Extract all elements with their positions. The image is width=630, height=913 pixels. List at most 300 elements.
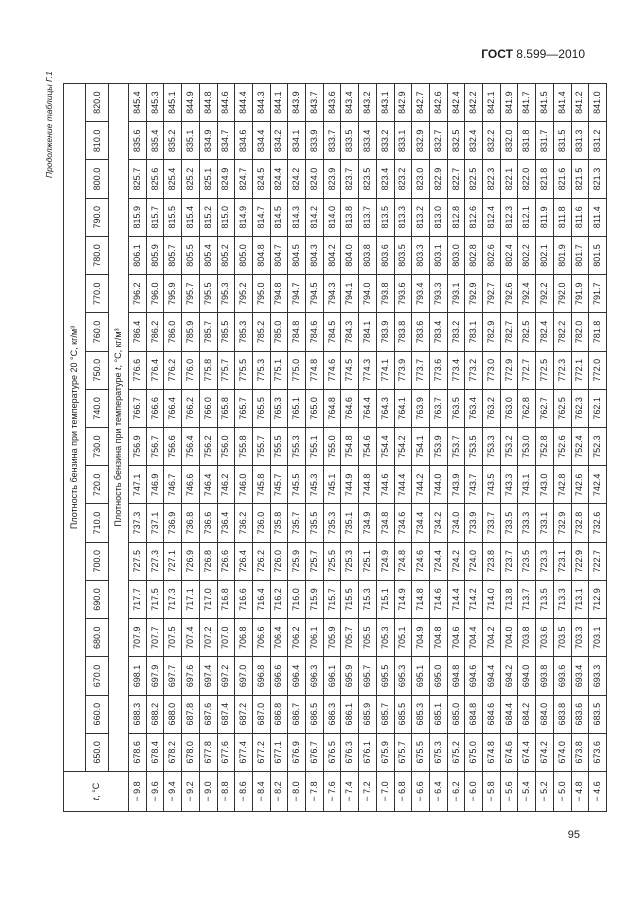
density-cell: 781.8 [589, 312, 607, 350]
density-cell: 684.8 [465, 695, 483, 733]
density-cell: 685.7 [377, 695, 395, 733]
density-cell: 753.0 [518, 427, 536, 465]
density-cell: 677.2 [253, 733, 271, 771]
density-cell: 784.1 [359, 312, 377, 350]
density-cell: 715.7 [324, 580, 342, 618]
density-cell: 831.8 [518, 121, 536, 159]
density-cell: 756.0 [218, 427, 236, 465]
density-cell: 825.6 [147, 159, 165, 197]
density-cell: 813.2 [412, 198, 430, 236]
density-cell: 821.5 [572, 159, 590, 197]
density-cell: 695.7 [359, 656, 377, 694]
table-caption: Продолжение таблицы Г.1 [44, 71, 54, 178]
density-cell: 795.2 [235, 274, 253, 312]
density-cell: 697.7 [164, 656, 182, 694]
density-cell: 791.9 [572, 274, 590, 312]
density-cell: 735.3 [324, 503, 342, 541]
density-cell: 726.6 [218, 542, 236, 580]
standard-number: 8.599—2010 [516, 47, 585, 61]
density-cell: 805.0 [235, 236, 253, 274]
density-cell: 704.4 [465, 618, 483, 656]
density-cell: 833.2 [377, 121, 395, 159]
density-cell: 801.9 [554, 236, 572, 274]
density-cell: 822.9 [430, 159, 448, 197]
density-cell: 742.4 [589, 465, 607, 503]
density-cell: 774.1 [377, 351, 395, 389]
density-cell: 794.5 [306, 274, 324, 312]
density-cell: 804.2 [324, 236, 342, 274]
density-cell: 742.6 [572, 465, 590, 503]
density-cell: 733.3 [518, 503, 536, 541]
temperature-cell: − 7.0 [377, 771, 395, 811]
temperature-cell: − 9.6 [147, 771, 165, 811]
density-cell: 794.1 [341, 274, 359, 312]
density-cell: 695.3 [395, 656, 413, 694]
temperature-cell: − 7.6 [324, 771, 342, 811]
density-cell: 815.4 [182, 198, 200, 236]
density-cell: 831.5 [554, 121, 572, 159]
density-cell: 803.5 [395, 236, 413, 274]
density-cell: 763.9 [412, 389, 430, 427]
density-cell: 824.7 [235, 159, 253, 197]
t-symbol: t [90, 797, 101, 801]
density-cell: 824.4 [271, 159, 289, 197]
density-cell: 814.7 [253, 198, 271, 236]
density-cell: 697.0 [235, 656, 253, 694]
density-cell: 712.9 [589, 580, 607, 618]
density-cell: 723.5 [518, 542, 536, 580]
density-cell: 822.5 [465, 159, 483, 197]
density-cell: 783.2 [448, 312, 466, 350]
density-cell: 815.2 [200, 198, 218, 236]
density-cell: 833.5 [341, 121, 359, 159]
density-cell: 673.6 [589, 733, 607, 771]
density-cell: 705.1 [395, 618, 413, 656]
density-cell: 745.3 [306, 465, 324, 503]
density-cell: 832.7 [430, 121, 448, 159]
temperature-cell: − 6.2 [448, 771, 466, 811]
density-cell: 706.6 [253, 618, 271, 656]
density-cell: 833.7 [324, 121, 342, 159]
density-cell: 693.4 [572, 656, 590, 694]
density-cell: 775.0 [288, 351, 306, 389]
density-cell: 677.6 [218, 733, 236, 771]
density-cell: 785.0 [271, 312, 289, 350]
density-cell: 675.0 [465, 733, 483, 771]
density-cell: 784.6 [306, 312, 324, 350]
density-cell: 703.1 [589, 618, 607, 656]
density-cell: 845.4 [129, 83, 147, 121]
density-cell: 683.8 [554, 695, 572, 733]
density-cell: 752.4 [572, 427, 590, 465]
density-cell: 697.9 [147, 656, 165, 694]
density-cell: 703.3 [572, 618, 590, 656]
density-cell: 675.9 [377, 733, 395, 771]
density-cell: 776.0 [182, 351, 200, 389]
density-cell: 783.4 [430, 312, 448, 350]
density-cell: 717.3 [164, 580, 182, 618]
density-cell: 833.4 [359, 121, 377, 159]
density-cell: 795.7 [182, 274, 200, 312]
density-cell: 736.2 [235, 503, 253, 541]
density-cell: 842.2 [465, 83, 483, 121]
temperature-cell: − 4.6 [589, 771, 607, 811]
temperature-cell: − 7.4 [341, 771, 359, 811]
density-cell: 833.1 [395, 121, 413, 159]
density-cell: 765.3 [271, 389, 289, 427]
density-cell: 734.6 [395, 503, 413, 541]
density-cell: 696.4 [288, 656, 306, 694]
density-cell: 786.4 [129, 312, 147, 350]
density-cell: 676.1 [359, 733, 377, 771]
density-cell: 755.0 [324, 427, 342, 465]
density-cell: 782.7 [501, 312, 519, 350]
density-cell: 688.3 [129, 695, 147, 733]
density-cell: 833.9 [306, 121, 324, 159]
density-cell: 695.9 [341, 656, 359, 694]
density-cell: 785.7 [200, 312, 218, 350]
density-cell: 776.2 [164, 351, 182, 389]
density-cell: 746.0 [235, 465, 253, 503]
density-column-header: 790.0 [86, 198, 109, 236]
density-cell: 784.5 [324, 312, 342, 350]
density-cell: 812.8 [448, 198, 466, 236]
density-at-t-suffix: , °С, кг/м³ [113, 328, 123, 368]
density-cell: 765.1 [288, 389, 306, 427]
temperature-cell: − 4.8 [572, 771, 590, 811]
density-cell: 795.5 [200, 274, 218, 312]
density-cell: 726.0 [271, 542, 289, 580]
density-cell: 742.8 [554, 465, 572, 503]
density-cell: 783.8 [395, 312, 413, 350]
density-cell: 782.9 [483, 312, 501, 350]
density-cell: 754.2 [395, 427, 413, 465]
density-cell: 696.1 [324, 656, 342, 694]
density-cell: 774.6 [324, 351, 342, 389]
density-cell: 714.0 [483, 580, 501, 618]
density-cell: 713.8 [501, 580, 519, 618]
density-cell: 822.1 [501, 159, 519, 197]
density-column-header: 800.0 [86, 159, 109, 197]
density-at-t-header [109, 83, 129, 771]
density-at-t-prefix: Плотность бензина при температуре [113, 369, 123, 527]
density-cell: 713.1 [572, 580, 590, 618]
density-cell: 724.8 [395, 542, 413, 580]
density-cell: 715.9 [306, 580, 324, 618]
density-cell: 842.6 [430, 83, 448, 121]
density-cell: 803.8 [359, 236, 377, 274]
density-cell: 705.3 [377, 618, 395, 656]
density-cell: 843.4 [341, 83, 359, 121]
density-cell: 795.0 [253, 274, 271, 312]
density-cell: 707.2 [200, 618, 218, 656]
density-cell: 811.6 [572, 198, 590, 236]
density-cell: 841.5 [536, 83, 554, 121]
density-cell: 683.6 [572, 695, 590, 733]
density-cell: 832.5 [448, 121, 466, 159]
density-cell: 764.1 [395, 389, 413, 427]
density-cell: 811.8 [554, 198, 572, 236]
density-cell: 823.0 [412, 159, 430, 197]
density-cell: 821.8 [536, 159, 554, 197]
density-cell: 815.5 [164, 198, 182, 236]
density-cell: 772.1 [572, 351, 590, 389]
density-cell: 772.7 [518, 351, 536, 389]
density-cell: 832.9 [412, 121, 430, 159]
density-cell: 724.4 [430, 542, 448, 580]
density-cell: 697.2 [218, 656, 236, 694]
density-cell: 792.7 [483, 274, 501, 312]
density-cell: 763.5 [448, 389, 466, 427]
density-cell: 704.8 [430, 618, 448, 656]
density-cell: 845.1 [164, 83, 182, 121]
density-cell: 796.2 [129, 274, 147, 312]
density-cell: 834.6 [235, 121, 253, 159]
density-cell: 784.3 [341, 312, 359, 350]
density-cell: 717.0 [200, 580, 218, 618]
density-cell: 785.9 [182, 312, 200, 350]
density-cell: 716.2 [271, 580, 289, 618]
density-cell: 763.2 [483, 389, 501, 427]
density-cell: 706.1 [306, 618, 324, 656]
density-cell: 684.6 [483, 695, 501, 733]
density-cell: 743.5 [483, 465, 501, 503]
density-cell: 765.5 [253, 389, 271, 427]
temperature-cell: − 8.4 [253, 771, 271, 811]
density-cell: 686.1 [341, 695, 359, 733]
density-cell: 775.8 [200, 351, 218, 389]
temperature-cell: − 9.2 [182, 771, 200, 811]
density-cell: 786.2 [147, 312, 165, 350]
density-cell: 704.9 [412, 618, 430, 656]
density-cell: 814.9 [235, 198, 253, 236]
density-cell: 801.7 [572, 236, 590, 274]
density-cell: 714.9 [395, 580, 413, 618]
density-cell: 842.7 [412, 83, 430, 121]
density-cell: 736.0 [253, 503, 271, 541]
density-cell: 675.2 [448, 733, 466, 771]
density-cell: 775.5 [235, 351, 253, 389]
density-cell: 845.3 [147, 83, 165, 121]
density-cell: 676.9 [288, 733, 306, 771]
density-cell: 776.4 [147, 351, 165, 389]
density-cell: 744.4 [395, 465, 413, 503]
density-cell: 714.2 [465, 580, 483, 618]
density-cell: 736.4 [218, 503, 236, 541]
density-cell: 802.6 [483, 236, 501, 274]
density-cell: 804.0 [341, 236, 359, 274]
density-cell: 705.7 [341, 618, 359, 656]
density-cell: 695.1 [412, 656, 430, 694]
density-cell: 724.0 [465, 542, 483, 580]
density-cell: 822.0 [518, 159, 536, 197]
density-cell: 677.1 [271, 733, 289, 771]
temperature-cell: − 9.4 [164, 771, 182, 811]
density-cell: 774.3 [359, 351, 377, 389]
density-cell: 678.6 [129, 733, 147, 771]
density-cell: 725.7 [306, 542, 324, 580]
density-cell: 755.1 [306, 427, 324, 465]
density-cell: 782.5 [518, 312, 536, 350]
density-cell: 756.2 [200, 427, 218, 465]
density-cell: 823.9 [324, 159, 342, 197]
density-cell: 745.8 [253, 465, 271, 503]
density-cell: 806.1 [129, 236, 147, 274]
density-cell: 763.7 [430, 389, 448, 427]
density-cell: 683.5 [589, 695, 607, 733]
density-cell: 786.0 [164, 312, 182, 350]
density-cell: 754.1 [412, 427, 430, 465]
density-cell: 713.3 [554, 580, 572, 618]
density-cell: 725.3 [341, 542, 359, 580]
density-cell: 707.9 [129, 618, 147, 656]
density-cell: 745.7 [271, 465, 289, 503]
density-cell: 811.4 [589, 198, 607, 236]
density-cell: 706.8 [235, 618, 253, 656]
density-cell: 717.7 [129, 580, 147, 618]
table-frame [63, 83, 607, 812]
density-cell: 841.7 [518, 83, 536, 121]
density-cell: 822.3 [483, 159, 501, 197]
density-cell: 685.3 [412, 695, 430, 733]
density-cell: 704.6 [448, 618, 466, 656]
density-cell: 706.4 [271, 618, 289, 656]
density-cell: 811.9 [536, 198, 554, 236]
density-cell: 716.8 [218, 580, 236, 618]
density-cell: 732.9 [554, 503, 572, 541]
density-cell: 714.8 [412, 580, 430, 618]
density-cell: 773.2 [465, 351, 483, 389]
density-cell: 674.0 [554, 733, 572, 771]
density-cell: 824.5 [253, 159, 271, 197]
density-cell: 793.8 [377, 274, 395, 312]
density-cell: 707.7 [147, 618, 165, 656]
density-column-header: 650.0 [86, 733, 109, 771]
density-cell: 832.2 [483, 121, 501, 159]
density-cell: 782.4 [536, 312, 554, 350]
density-cell: 772.9 [501, 351, 519, 389]
temperature-cell: − 8.8 [218, 771, 236, 811]
density-cell: 716.6 [235, 580, 253, 618]
density-cell: 812.3 [501, 198, 519, 236]
temperature-cell: − 5.8 [483, 771, 501, 811]
density-cell: 677.8 [200, 733, 218, 771]
density-cell: 774.5 [341, 351, 359, 389]
density-cell: 843.7 [306, 83, 324, 121]
density-at-20c-header: Плотность бензина при температуре 20 °С, кг/м³ [64, 83, 86, 771]
density-cell: 756.7 [147, 427, 165, 465]
density-cell: 676.5 [324, 733, 342, 771]
density-cell: 766.6 [147, 389, 165, 427]
density-cell: 823.4 [377, 159, 395, 197]
density-cell: 678.4 [147, 733, 165, 771]
density-cell: 824.0 [306, 159, 324, 197]
density-cell: 792.2 [536, 274, 554, 312]
density-table [63, 83, 607, 812]
density-cell: 743.7 [465, 465, 483, 503]
density-cell: 795.9 [164, 274, 182, 312]
density-cell: 782.0 [572, 312, 590, 350]
density-cell: 746.2 [218, 465, 236, 503]
density-cell: 834.4 [253, 121, 271, 159]
density-cell: 685.5 [395, 695, 413, 733]
density-cell: 773.0 [483, 351, 501, 389]
density-cell: 772.3 [554, 351, 572, 389]
temperature-cell: − 8.0 [288, 771, 306, 811]
density-cell: 785.3 [235, 312, 253, 350]
density-cell: 766.0 [200, 389, 218, 427]
density-cell: 762.3 [572, 389, 590, 427]
density-cell: 773.6 [430, 351, 448, 389]
density-cell: 815.0 [218, 198, 236, 236]
density-column-header: 660.0 [86, 695, 109, 733]
density-cell: 792.0 [554, 274, 572, 312]
density-cell: 753.5 [465, 427, 483, 465]
density-cell: 805.2 [218, 236, 236, 274]
density-cell: 715.1 [377, 580, 395, 618]
density-cell: 687.0 [253, 695, 271, 733]
density-cell: 704.0 [501, 618, 519, 656]
density-cell: 744.8 [359, 465, 377, 503]
density-column-header: 810.0 [86, 121, 109, 159]
density-cell: 716.0 [288, 580, 306, 618]
density-cell: 684.4 [501, 695, 519, 733]
density-cell: 841.4 [554, 83, 572, 121]
density-cell: 844.6 [218, 83, 236, 121]
density-cell: 704.2 [483, 618, 501, 656]
density-cell: 725.5 [324, 542, 342, 580]
density-cell: 772.5 [536, 351, 554, 389]
temperature-cell: − 5.0 [554, 771, 572, 811]
density-cell: 815.9 [129, 198, 147, 236]
density-cell: 694.6 [465, 656, 483, 694]
density-cell: 673.8 [572, 733, 590, 771]
density-cell: 733.5 [501, 503, 519, 541]
density-cell: 703.6 [536, 618, 554, 656]
density-cell: 795.3 [218, 274, 236, 312]
density-cell: 844.3 [253, 83, 271, 121]
density-cell: 736.6 [200, 503, 218, 541]
density-cell: 775.7 [218, 351, 236, 389]
density-cell: 765.0 [306, 389, 324, 427]
density-cell: 694.4 [483, 656, 501, 694]
density-cell: 723.7 [501, 542, 519, 580]
density-cell: 834.1 [288, 121, 306, 159]
density-cell: 734.2 [430, 503, 448, 541]
density-cell: 765.7 [235, 389, 253, 427]
density-cell: 727.5 [129, 542, 147, 580]
density-cell: 703.5 [554, 618, 572, 656]
density-cell: 841.0 [589, 83, 607, 121]
density-cell: 722.9 [572, 542, 590, 580]
density-cell: 834.7 [218, 121, 236, 159]
density-cell: 737.3 [129, 503, 147, 541]
temperature-cell: − 9.0 [200, 771, 218, 811]
density-column-header: 700.0 [86, 542, 109, 580]
density-cell: 753.3 [483, 427, 501, 465]
density-column-header: 770.0 [86, 274, 109, 312]
density-cell: 794.0 [359, 274, 377, 312]
density-cell: 752.8 [536, 427, 554, 465]
density-column-header: 680.0 [86, 618, 109, 656]
density-column-header: 820.0 [86, 83, 109, 121]
density-cell: 775.1 [271, 351, 289, 389]
density-cell: 842.1 [483, 83, 501, 121]
density-cell: 831.7 [536, 121, 554, 159]
density-cell: 841.2 [572, 83, 590, 121]
density-cell: 793.6 [395, 274, 413, 312]
density-cell: 835.6 [129, 121, 147, 159]
